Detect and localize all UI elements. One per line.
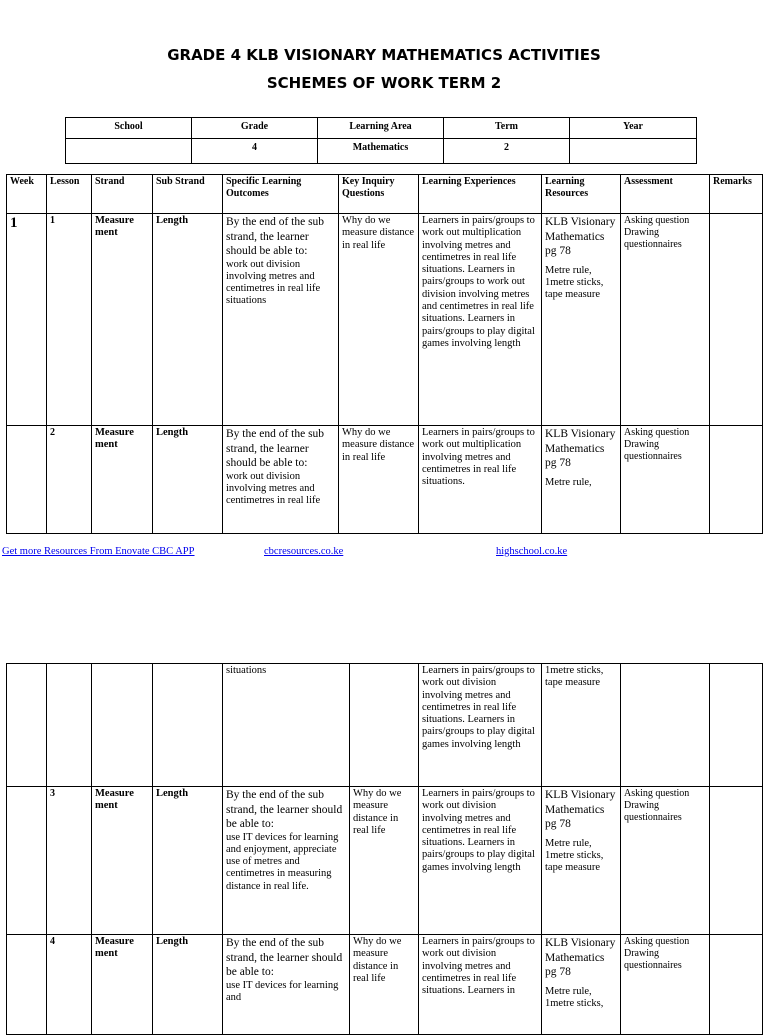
questions-cell: Why do we measure distance in real life	[339, 426, 419, 534]
remarks-cell	[710, 426, 763, 534]
enovate-app-link[interactable]: Get more Resources From Enovate CBC APP	[2, 546, 195, 557]
week-cell	[7, 426, 47, 534]
resources-cell: 1metre sticks, tape measure	[542, 664, 621, 787]
questions-cell: Why do we measure distance in real life	[350, 787, 419, 935]
experiences-cell: Learners in pairs/groups to work out division involving metres and centimetres in real life situations. Learners in pairs/groups to play digital games involving length	[419, 787, 542, 935]
remarks-cell	[710, 935, 763, 1035]
lesson-cell: 2	[47, 426, 92, 534]
resources-materials: Metre rule, 1metre sticks, tape measure	[545, 837, 604, 874]
info-value-term: 2	[444, 139, 570, 164]
lesson-cell: 1	[47, 214, 92, 426]
column-header-remarks: Remarks	[710, 175, 763, 214]
column-header-sub-strand: Sub Strand	[153, 175, 223, 214]
info-value-year	[570, 139, 697, 164]
remarks-cell	[710, 787, 763, 935]
outcomes-cell	[223, 935, 350, 1035]
column-header-experiences: Learning Experiences	[419, 175, 542, 214]
outcome-intro: By the end of the sub strand, the learner should be able to:	[226, 216, 325, 257]
outcome-detail: use IT devices for learning and enjoyment, appreciate use of metres and centimetres in measuring distance in real life.	[226, 831, 339, 892]
week-cell	[7, 935, 47, 1035]
lesson-cell: 4	[47, 935, 92, 1035]
table-row	[7, 664, 763, 787]
column-header-resources: Learning Resources	[542, 175, 621, 214]
outcomes-cell	[223, 214, 339, 426]
resources-materials: Metre rule, 1metre sticks, tape measure	[545, 264, 604, 301]
outcomes-cell	[223, 426, 339, 534]
week-cell	[7, 787, 47, 935]
experiences-cell: Learners in pairs/groups to work out division involving metres and centimetres in real life situations. Learners in	[419, 935, 542, 1035]
resources-materials: Metre rule,	[545, 476, 592, 488]
document-title: GRADE 4 KLB VISIONARY MATHEMATICS ACTIVITIES	[167, 46, 601, 64]
resources-cell	[542, 787, 621, 935]
resources-book: KLB Visionary Mathematics pg 78	[545, 937, 616, 978]
school-info-table	[65, 117, 697, 164]
assessment-cell: Asking question Drawing questionnaires	[621, 214, 710, 426]
assessment-cell: Asking question Drawing questionnaires	[621, 935, 710, 1035]
questions-cell	[350, 664, 419, 787]
column-header-week: Week	[7, 175, 47, 214]
table-row	[7, 214, 763, 426]
outcome-detail: work out division involving metres and centimetres in real life situations	[226, 258, 321, 307]
remarks-cell	[710, 214, 763, 426]
resources-book: KLB Visionary Mathematics pg 78	[545, 216, 616, 257]
sub-strand-cell: Length	[153, 214, 223, 426]
week-cell	[7, 664, 47, 787]
info-header-learning-area: Learning Area	[318, 118, 444, 139]
experiences-cell: Learners in pairs/groups to work out multiplication involving metres and centimetres in real life situations.	[419, 426, 542, 534]
cbcresources-link[interactable]: cbcresources.co.ke	[264, 546, 344, 557]
info-header-grade: Grade	[192, 118, 318, 139]
outcomes-cell: situations	[223, 664, 350, 787]
resources-cell	[542, 935, 621, 1035]
outcome-detail: use IT devices for learning and	[226, 979, 339, 1003]
questions-cell: Why do we measure distance in real life	[350, 935, 419, 1035]
strand-cell: Measure ment	[92, 787, 153, 935]
resources-materials: Metre rule, 1metre sticks,	[545, 985, 604, 1009]
lesson-cell	[47, 664, 92, 787]
info-header-school: School	[66, 118, 192, 139]
column-header-lesson: Lesson	[47, 175, 92, 214]
experiences-cell: Learners in pairs/groups to work out division involving metres and centimetres in real life situations. Learners in pairs/groups to play digital games involving length	[419, 664, 542, 787]
resources-book: KLB Visionary Mathematics pg 78	[545, 789, 616, 830]
outcomes-cell	[223, 787, 350, 935]
outcome-intro: By the end of the sub strand, the learner should be able to:	[226, 789, 343, 830]
info-header-year: Year	[570, 118, 697, 139]
column-header-strand: Strand	[92, 175, 153, 214]
info-value-learning-area: Mathematics	[318, 139, 444, 164]
document-subtitle: SCHEMES OF WORK TERM 2	[266, 74, 502, 92]
assessment-cell	[621, 664, 710, 787]
highschool-link[interactable]: highschool.co.ke	[496, 546, 568, 557]
lesson-cell: 3	[47, 787, 92, 935]
outcome-intro: By the end of the sub strand, the learner should be able to:	[226, 428, 325, 469]
resources-book: KLB Visionary Mathematics pg 78	[545, 428, 616, 469]
table-row	[7, 787, 763, 935]
scheme-table-page1	[6, 174, 763, 534]
remarks-cell	[710, 664, 763, 787]
week-cell: 1	[7, 214, 47, 426]
sub-strand-cell: Length	[153, 935, 223, 1035]
sub-strand-cell	[153, 664, 223, 787]
column-header-assessment: Assessment	[621, 175, 710, 214]
outcome-detail: work out division involving metres and centimetres in real life	[226, 470, 321, 507]
strand-cell	[92, 664, 153, 787]
strand-cell: Measure ment	[92, 426, 153, 534]
sub-strand-cell: Length	[153, 787, 223, 935]
resources-cell	[542, 426, 621, 534]
table-row	[7, 426, 763, 534]
info-value-grade: 4	[192, 139, 318, 164]
column-header-questions: Key Inquiry Questions	[339, 175, 419, 214]
strand-cell: Measure ment	[92, 214, 153, 426]
resources-cell	[542, 214, 621, 426]
assessment-cell: Asking question Drawing questionnaires	[621, 426, 710, 534]
column-header-outcomes: Specific Learning Outcomes	[223, 175, 339, 214]
questions-cell: Why do we measure distance in real life	[339, 214, 419, 426]
assessment-cell: Asking question Drawing questionnaires	[621, 787, 710, 935]
sub-strand-cell: Length	[153, 426, 223, 534]
experiences-cell: Learners in pairs/groups to work out multiplication involving metres and centimetres in real life situations. Learners in pairs/groups to work out division involving metres and centimetres in real life situations. Learners in pairs/groups to play digital games involving length	[419, 214, 542, 426]
outcome-intro: By the end of the sub strand, the learner should be able to:	[226, 937, 343, 978]
info-header-term: Term	[444, 118, 570, 139]
strand-cell: Measure ment	[92, 935, 153, 1035]
scheme-table-page2	[6, 663, 763, 1035]
table-row	[7, 935, 763, 1035]
info-value-school	[66, 139, 192, 164]
